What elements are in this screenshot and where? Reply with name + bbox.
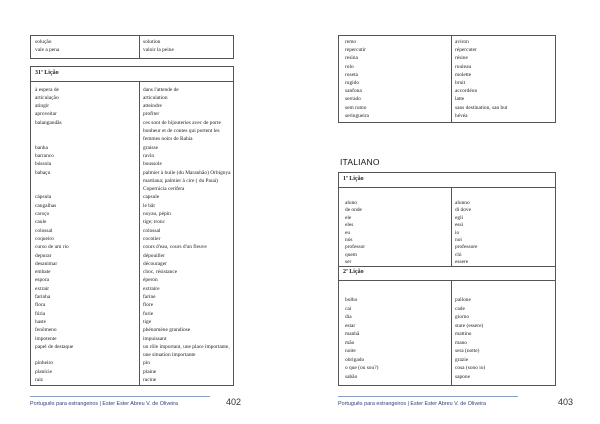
term-cell: rolo xyxy=(345,63,354,70)
term-cell: bússola xyxy=(35,161,52,168)
translation-cell: Copernicia cerifera xyxy=(143,186,185,193)
right-top-table xyxy=(338,35,556,123)
translation-cell: cade xyxy=(455,305,465,312)
translation-cell: boussole xyxy=(143,161,162,168)
term-cell: fenômeno xyxy=(35,327,57,334)
translation-cell: essi xyxy=(455,222,464,229)
right-page xyxy=(300,0,600,424)
translation-cell: essere xyxy=(455,259,469,266)
translation-cell: martiana; palmier à cire ( du Pauá) xyxy=(143,177,218,184)
translation-cell: pin xyxy=(143,360,150,367)
translation-cell: cosa (sono io) xyxy=(455,365,486,371)
translation-cell: pallone xyxy=(455,297,471,303)
translation-cell: noyau, pépin xyxy=(143,211,171,217)
term-cell: caroço xyxy=(35,211,50,217)
translation-cell: palmier à huile (du Maranhão) Orbignya xyxy=(143,169,231,176)
left-main-table xyxy=(30,66,234,386)
term-cell: haste xyxy=(35,318,47,325)
term-cell: de onde xyxy=(345,207,362,214)
term-cell: à espera de xyxy=(35,86,59,93)
translation-cell: femmes noirs de Bahia xyxy=(143,136,193,143)
term-cell: cangalhas xyxy=(35,202,57,209)
translation-cell: dépouiller xyxy=(143,252,165,259)
translation-cell: ces sont de bijouteries avec de porte xyxy=(143,119,221,126)
translation-cell: tige xyxy=(143,318,152,325)
translation-cell: stare (essere) xyxy=(455,322,484,329)
term-cell: nós xyxy=(345,237,353,243)
translation-cell: éperon xyxy=(143,277,158,284)
term-cell: coqueiro xyxy=(35,235,54,242)
term-cell: dia xyxy=(345,314,352,320)
translation-cell: sapone xyxy=(455,373,470,380)
translation-cell: tige; tronc xyxy=(143,219,166,226)
term-cell: noite xyxy=(345,348,356,354)
term-cell: flora xyxy=(35,302,46,309)
translation-cell: ravin xyxy=(143,152,155,159)
term-cell: seringueira xyxy=(345,112,369,119)
term-cell: babaçu xyxy=(35,169,51,176)
term-cell: ele xyxy=(345,214,352,221)
term-cell: atingir xyxy=(35,103,50,110)
term-cell: banha xyxy=(35,144,48,151)
term-cell: aproveitar xyxy=(35,111,57,118)
translation-cell: bonheur et de contes qui portent les xyxy=(143,128,220,134)
translation-cell: le bât xyxy=(143,202,155,209)
right-main-table xyxy=(338,172,556,386)
term-cell: vale a pena xyxy=(35,47,60,53)
translation-cell: mano xyxy=(455,339,467,346)
term-cell: barranco xyxy=(35,152,54,159)
term-cell: papel de destaque xyxy=(35,343,74,350)
translation-cell: un rôle important, une place importante, xyxy=(143,343,230,350)
translation-cell: professore xyxy=(455,244,478,251)
translation-cell: décourager xyxy=(143,260,167,267)
translation-cell: profiter xyxy=(143,111,160,118)
footer-text: Português para estrangeiros | Ester Ester Abreu V. de Oliveira xyxy=(30,401,179,407)
translation-cell: colossal xyxy=(143,227,161,234)
translation-cell: farine xyxy=(143,294,156,300)
term-cell: bolho xyxy=(345,297,358,303)
term-cell: raiz xyxy=(35,377,44,383)
term-cell: espora xyxy=(35,277,50,284)
term-cell: caule xyxy=(35,219,47,226)
translation-cell: phénomène grandiose xyxy=(143,327,191,334)
term-cell: roseta xyxy=(345,71,358,78)
translation-cell: giorno xyxy=(455,314,470,320)
term-cell: obrigado xyxy=(345,356,365,363)
term-cell: fúria xyxy=(35,310,46,317)
translation-cell: aviron xyxy=(455,39,469,45)
term-cell: articulação xyxy=(35,94,59,101)
page-number: 402 xyxy=(226,397,242,407)
translation-cell: mattino xyxy=(455,331,472,337)
translation-cell: valoir la peine xyxy=(143,47,174,53)
translation-cell: molette xyxy=(455,71,472,78)
term-cell: desanimar xyxy=(35,260,58,267)
translation-cell: hévéa xyxy=(455,112,468,119)
translation-cell: racine xyxy=(143,377,157,383)
translation-cell: furie xyxy=(143,310,154,317)
translation-cell: dans l'attende de xyxy=(143,86,179,93)
translation-cell: choc, résistance xyxy=(143,269,178,276)
term-cell: estar xyxy=(345,322,356,329)
term-cell: embate xyxy=(35,269,51,276)
term-cell: depurar xyxy=(35,252,52,259)
term-cell: serrado xyxy=(345,96,361,103)
translation-cell: chi xyxy=(455,251,462,258)
translation-cell: alunno xyxy=(455,200,470,206)
translation-cell: solution xyxy=(143,39,161,45)
term-cell: mão xyxy=(345,339,355,346)
term-cell: remo xyxy=(345,39,357,45)
translation-cell: répercuter xyxy=(455,47,477,54)
term-cell: resina xyxy=(345,55,358,62)
term-cell: solução xyxy=(35,39,52,45)
term-cell: curso de um rio xyxy=(35,244,69,251)
translation-cell: noi xyxy=(455,237,462,243)
translation-cell: graisse xyxy=(143,144,158,151)
term-cell: colossal xyxy=(35,227,53,234)
term-cell: repercutir xyxy=(345,47,366,54)
term-cell: pinheiro xyxy=(35,360,53,367)
translation-cell: flore xyxy=(143,302,154,309)
translation-cell: capsule xyxy=(143,194,160,201)
translation-cell: sera (notte) xyxy=(455,348,480,354)
section2-title: 2ª Lição xyxy=(343,269,364,275)
footer-rule xyxy=(338,396,518,397)
translation-cell: accordéon xyxy=(455,88,478,95)
translation-cell: di dove xyxy=(455,207,472,214)
term-cell: impotente xyxy=(35,335,57,342)
term-cell: ser xyxy=(345,259,352,266)
translation-cell: articulation xyxy=(143,94,168,101)
term-cell: sem rumo xyxy=(345,104,367,111)
term-cell: balangandãs xyxy=(35,119,62,126)
section1-title: 1ª Lição xyxy=(343,176,364,182)
translation-cell: rouleau xyxy=(455,63,472,70)
translation-cell: plaine xyxy=(143,368,157,375)
translation-cell: bruit xyxy=(455,80,466,86)
term-cell: sanfona xyxy=(345,88,362,95)
term-cell: sabão xyxy=(345,373,358,380)
term-cell: cai xyxy=(345,305,352,312)
footer-text: Português para estrangeiros | Ester Ester Abreu V. de Oliveira xyxy=(338,401,487,407)
language-heading: ITALIANO xyxy=(340,157,380,167)
term-cell: manhã xyxy=(345,331,360,337)
term-cell: eles xyxy=(345,222,354,229)
translation-cell: cours d'eau, cours d'un fleuve xyxy=(143,244,207,251)
translation-cell: sans destination, san but xyxy=(455,104,508,111)
translation-cell: egli xyxy=(455,214,464,221)
translation-cell: io xyxy=(455,229,460,236)
translation-cell: résine xyxy=(455,55,468,62)
page-number: 403 xyxy=(558,397,574,407)
left-top-table xyxy=(30,35,234,59)
translation-cell: cocotier xyxy=(143,235,161,242)
term-cell: eu xyxy=(345,229,351,236)
translation-cell: latte xyxy=(455,96,465,103)
term-cell: aluno xyxy=(345,200,357,206)
term-cell: cápsula xyxy=(35,194,52,201)
translation-cell: impuissant xyxy=(143,335,167,342)
term-cell: professor xyxy=(345,244,366,251)
footer-rule xyxy=(30,396,210,397)
term-cell: quem xyxy=(345,251,357,258)
term-cell: planície xyxy=(35,368,53,375)
translation-cell: grazie xyxy=(455,356,469,363)
term-cell: extrair xyxy=(35,285,50,292)
term-cell: rugido xyxy=(345,80,360,86)
translation-cell: extraire xyxy=(143,285,160,292)
translation-cell: une situation importante xyxy=(143,352,196,359)
section-title: 31ª Lição xyxy=(35,70,59,76)
translation-cell: atteindre xyxy=(143,103,162,110)
term-cell: o que (ou sou?) xyxy=(345,365,379,371)
term-cell: farinha xyxy=(35,294,51,300)
